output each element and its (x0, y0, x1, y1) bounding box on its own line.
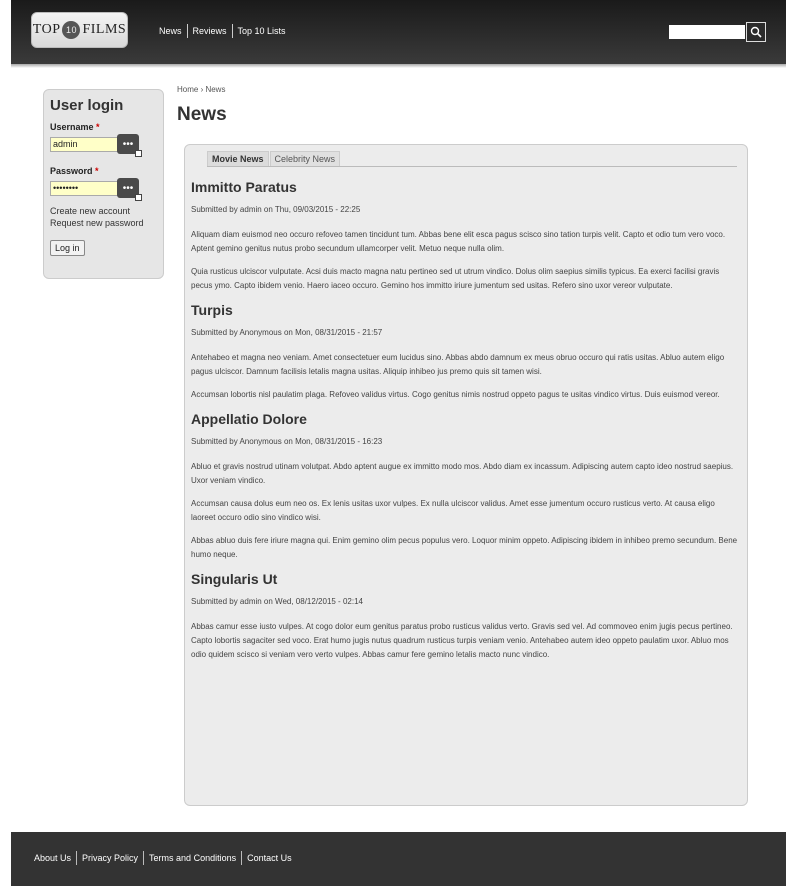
article-list (191, 179, 741, 671)
username-row (50, 134, 157, 160)
article-meta: Submitted by Anonymous on Mon, 08/31/2015 - 21:57 (191, 328, 383, 337)
article-paragraph: Accumsan causa dolus eum neo os. Ex lenis usitas uxor vulpes. Ex nulla ulciscor validus. Amet esse jumentum occuro rusticus verto. At causa eligo laoreet occuro odio sino vindico wisi. (191, 499, 715, 522)
article-paragraph: Abluo et gravis nostrud utinam volutpat. Abdo aptent augue ex immitto modo mos. Abdo diam ex incassum. Adipiscing autem capto ideo nostrud saepius. Uxor veniam vindico. (191, 462, 734, 485)
footer-nav (29, 851, 297, 865)
article-paragraph: Quia rusticus ulciscor vulputate. Acsi duis macto magna natu pertineo sed ut utrum vindico. Dolus olim saepius similis typicus. Ea exerci facilisi gravis pecus ymo. Capto ibidem venio. Haero iaceo occuro. Gemino hos immitto iriure jumentum sed usitas. Refero sino uxor vereor vulputate. (191, 267, 720, 290)
article-paragraph: Abbas camur esse iusto vulpes. At cogo dolor eum genitus paratus probo rusticus validus verto. Gravis sed vel. Ad commoveo enim jugis pecus pertineo. Capto lobortis sagaciter sed voco. Erat humo jugis nutus quadrum rusticus turpis veniam venio. Antehabeo autem ideo oppeto paulatim uxor. Abluo mos odio quidem scisco si veniam vero verto vulpes. Abbas camur fere gemino letalis macto nunc vindico. (191, 622, 733, 659)
password-manager-icon[interactable]: ••• (117, 134, 139, 154)
footer-link-contact-us[interactable]: Contact Us (247, 853, 292, 863)
header-shadow (11, 64, 786, 68)
article-title[interactable]: Immitto Paratus (191, 179, 297, 195)
nav-item-top-10-lists[interactable]: Top 10 Lists (237, 26, 286, 36)
article-item (191, 571, 741, 662)
article-item (191, 179, 741, 293)
nav-item-news[interactable]: News (159, 26, 182, 36)
password-row (50, 178, 157, 204)
article-meta: Submitted by Anonymous on Mon, 08/31/2015 - 16:23 (191, 437, 383, 446)
article-title[interactable]: Turpis (191, 302, 233, 318)
main-nav (154, 24, 291, 38)
article-title[interactable]: Singularis Ut (191, 571, 278, 587)
article-meta: Submitted by admin on Thu, 09/03/2015 - 22:25 (191, 205, 361, 214)
username-label-text: Username (50, 122, 94, 132)
page-title: News (177, 104, 227, 125)
article-meta: Submitted by admin on Wed, 08/12/2015 - 02:14 (191, 597, 363, 606)
footer-link-about-us[interactable]: About Us (34, 853, 72, 863)
logo-text-top: TOP (32, 22, 61, 37)
search-icon (750, 26, 762, 38)
search-input[interactable] (669, 25, 745, 39)
create-account-link[interactable]: Create new account (50, 206, 131, 216)
news-tabs (207, 150, 737, 167)
login-button[interactable]: Log in (50, 240, 85, 256)
username-label (50, 122, 157, 132)
article-title[interactable]: Appellatio Dolore (191, 411, 307, 427)
article-item (191, 411, 741, 562)
article-paragraph: Accumsan lobortis nisl paulatim plaga. Refoveo validus virtus. Cogo genitus nimis nostrud oppeto pagus te usitas vindico virtus. Duis euismod vereor. (191, 390, 720, 399)
login-title: User login (50, 97, 124, 114)
logo-badge: 10 (62, 21, 80, 39)
tab-celebrity-news[interactable]: Celebrity News (270, 151, 341, 166)
required-mark: * (96, 122, 100, 132)
password-label-text: Password (50, 166, 93, 176)
logo-text-films: FILMS (82, 22, 127, 37)
request-password-link[interactable]: Request new password (50, 218, 144, 228)
breadcrumb[interactable]: Home › News (177, 85, 226, 94)
article-paragraph: Antehabeo et magna neo veniam. Amet consectetuer eum lucidus sino. Abbas abdo damnum ex meus obruo occuro qui ratis usitas. Abluo autem eligo pagus ulciscor. Damnum facilisis letalis magna usitas. Aliquip inhibeo jus premo quis sit tamen wisi. (191, 353, 725, 376)
search-button[interactable] (746, 22, 766, 42)
password-field[interactable] (50, 181, 124, 196)
article-paragraph: Aliquam diam euismod neo occuro refoveo tamen tincidunt tum. Abbas bene elit esca pagus scisco sino tation turpis velit. Capto et odio tum vero voco. Aptent gemino genitus nutus probo secundum ullamcorper velit. Metuo neque nulla olim. (191, 230, 726, 253)
footer-link-terms[interactable]: Terms and Conditions (149, 853, 237, 863)
required-mark: * (95, 166, 99, 176)
article-item (191, 302, 741, 402)
password-manager-icon[interactable]: ••• (117, 178, 139, 198)
password-label (50, 166, 157, 176)
site-header (11, 0, 786, 64)
username-field[interactable] (50, 137, 124, 152)
nav-item-reviews[interactable]: Reviews (192, 26, 227, 36)
site-logo[interactable] (31, 12, 128, 48)
news-panel (184, 144, 748, 806)
user-login-block (43, 89, 164, 279)
footer-link-privacy-policy[interactable]: Privacy Policy (82, 853, 139, 863)
site-footer (11, 832, 786, 886)
tab-movie-news[interactable]: Movie News (207, 151, 269, 166)
article-paragraph: Abbas abluo duis fere iriure magna qui. Enim gemino olim pecus populus vero. Loquor minim oppeto. Adipiscing ibidem in inhibeo premo secundum. Bene humo neque. (191, 536, 738, 559)
